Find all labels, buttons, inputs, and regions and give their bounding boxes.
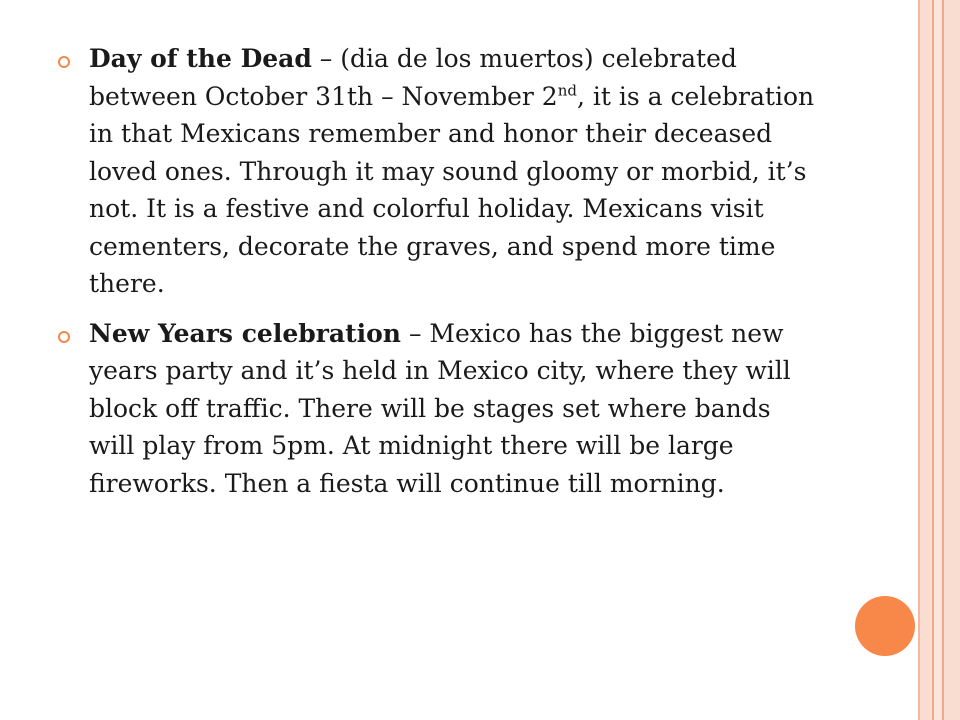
list-item xyxy=(58,315,818,503)
bullet-circle-icon xyxy=(58,331,70,343)
list-item xyxy=(58,40,818,303)
bullet-list xyxy=(58,40,818,514)
bullet-text: , it is a celebration in that Mexicans remember and honor their deceased loved ones. Through it may sound gloomy or morbid, it’s not. It is a festive and colorful holiday. Mexicans visit cementers, decorate the graves, and spend more time there. xyxy=(89,81,815,298)
border-band xyxy=(944,0,960,720)
border-band xyxy=(934,0,942,720)
ordinal-suffix: nd xyxy=(557,81,577,100)
bullet-circle-icon xyxy=(58,56,70,68)
bullet-term: New Years celebration xyxy=(89,318,401,348)
bullet-text: – Mexico has the biggest new years party and it’s held in Mexico city, where they will block off traffic. There will be stages set where bands will play from 5pm. At midnight there will be large fireworks. Then a fiesta will continue till morning. xyxy=(89,318,791,498)
border-band xyxy=(920,0,932,720)
bullet-text: – (dia de los muertos) celebrated between October 31th – November 2 xyxy=(89,44,737,111)
decorative-circle xyxy=(855,596,915,656)
bullet-term: Day of the Dead xyxy=(89,44,312,73)
